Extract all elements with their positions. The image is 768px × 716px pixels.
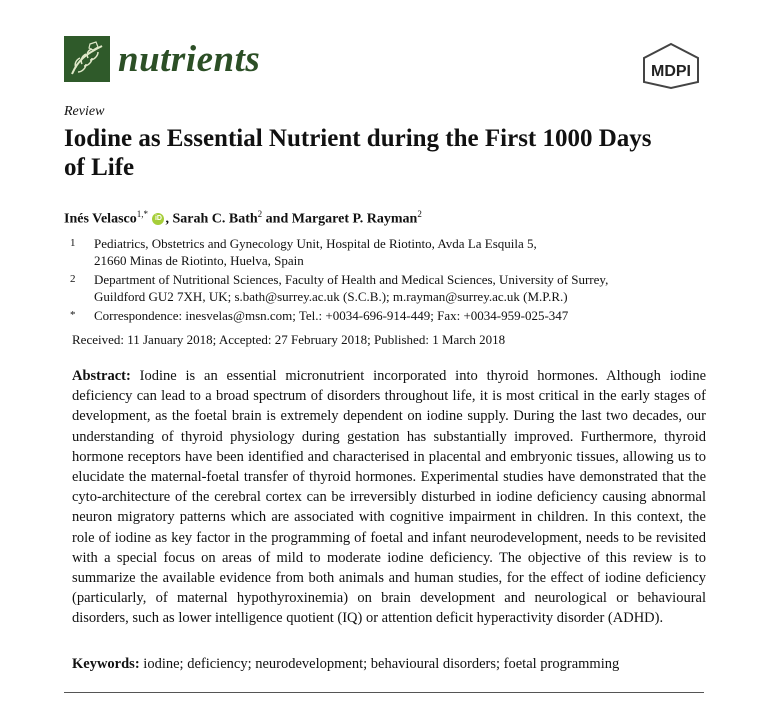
affiliation-mark: 1 <box>70 237 76 249</box>
correspondence <box>94 307 714 324</box>
orcid-icon[interactable]: iD <box>152 213 164 225</box>
author-list <box>64 209 422 228</box>
author-joiner: and <box>262 211 292 227</box>
affiliation <box>94 235 714 269</box>
affiliation-line: Department of Nutritional Sciences, Faculty of Health and Medical Sciences, University of Surrey, <box>94 272 609 287</box>
keywords-text: iodine; deficiency; neurodevelopment; behavioural disorders; foetal programming <box>143 656 620 672</box>
article-title: Iodine as Essential Nutrient during the First 1000 Days of Life <box>64 125 652 181</box>
nutrients-logo-icon <box>64 36 110 82</box>
affiliation-mark: 2 <box>70 273 76 285</box>
author-sup: 2 <box>417 209 422 219</box>
mdpi-logo-text: MDPI <box>651 63 691 80</box>
article-type: Review <box>64 104 105 119</box>
keywords-label: Keywords: <box>72 656 140 672</box>
author-name: Sarah C. Bath <box>172 211 258 227</box>
affiliation-line: Guildford GU2 7XH, UK; s.bath@surrey.ac.uk (S.C.B.); m.rayman@surrey.ac.uk (M.P.R.) <box>94 289 568 304</box>
journal-name: nutrients <box>118 39 261 80</box>
author-joiner: , <box>165 211 173 227</box>
affiliation-line: Correspondence: inesvelas@msn.com; Tel.: +0034-696-914-449; Fax: +0034-959-025-347 <box>94 308 569 323</box>
publication-dates: Received: 11 January 2018; Accepted: 27 February 2018; Published: 1 March 2018 <box>72 332 506 347</box>
abstract-label: Abstract: <box>72 368 131 384</box>
divider <box>64 692 704 693</box>
affiliation-line: 21660 Minas de Riotinto, Huelva, Spain <box>94 253 304 268</box>
mdpi-logo-icon <box>640 42 702 90</box>
abstract <box>72 366 706 629</box>
keywords <box>72 656 619 673</box>
author-name: Inés Velasco <box>64 211 137 227</box>
affiliation-mark: * <box>70 309 76 321</box>
author-sup: 1,* <box>136 209 148 219</box>
author-sup: 2 <box>257 209 263 219</box>
affiliation-line: Pediatrics, Obstetrics and Gynecology Unit, Hospital de Riotinto, Avda La Esquila 5, <box>94 236 537 251</box>
author-name: Margaret P. Rayman <box>291 211 418 227</box>
affiliation <box>94 271 714 305</box>
abstract-text: Iodine is an essential micronutrient incorporated into thyroid hormones. Although iodine deficiency can lead to a broad spectrum of disorders throughout life, it is most critical in the early stages of development, as the foetal brain is extremely dependent on iodine supply. During the last two decades, our understanding of thyroid physiology during gestation has substantially improved. Furthermore, thyroid hormone receptors have been identified and characterised in placental and embryonic tissues, allowing us to elucidate the maternal-foetal transfer of thyroid hormones. Experimental studies have demonstrated that the cyto-architecture of the cerebral cortex can be irreversibly disturbed in iodine deficiency causing abnormal neuron migratory patterns which are associated with cognitive impairment in children. In this context, the role of iodine as key factor in the programming of foetal and infant neurodevelopment, needs to be revisited with a special focus on areas of mild to moderate iodine deficiency. The objective of this review is to summarize the available evidence from both animals and human studies, for the effect of iodine deficiency (particularly, of maternal hypothyroxinemia) on brain development and neurological or behavioural disorders, such as lower intelligence quotient (IQ) or attention deficit hyperactivity disorder (ADHD). <box>72 368 707 627</box>
